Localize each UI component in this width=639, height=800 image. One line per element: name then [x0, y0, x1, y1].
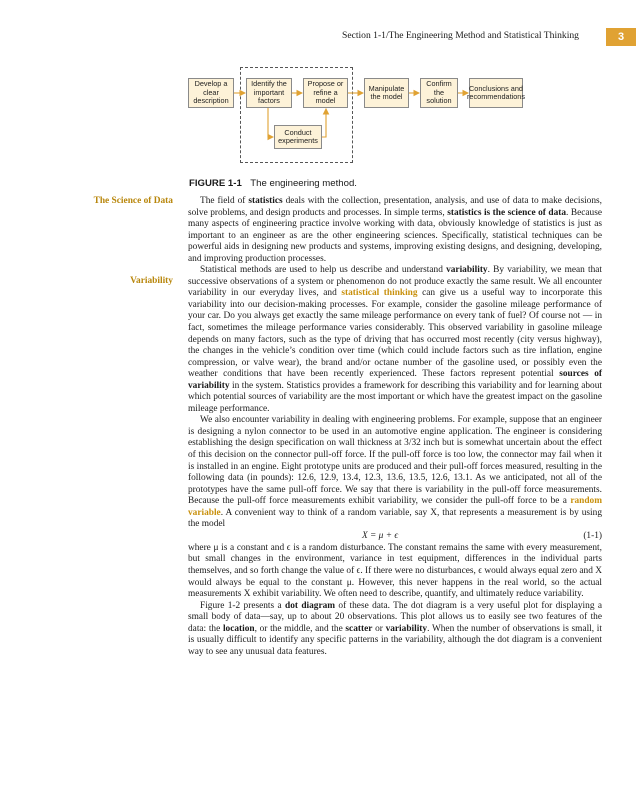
arrow-identify-conduct — [268, 108, 273, 137]
engineering-method-diagram — [0, 0, 639, 175]
running-header: Section 1-1/The Engineering Method and Statistical Thinking — [342, 30, 579, 41]
box-manipulate: Manipulate the model — [364, 78, 409, 108]
body-text — [188, 196, 602, 658]
figure-caption — [189, 178, 357, 189]
page-number: 3 — [606, 28, 636, 46]
box-propose: Propose or refine a model — [303, 78, 348, 108]
term-statistical-thinking: statistical thinking — [341, 288, 418, 299]
box-confirm: Confirm the solution — [420, 78, 458, 108]
paragraph-1: The field of statistics deals with the collection, presentation, analysis, and use of data to make decisions, solve problems, and design products and processes. In simple terms, statistics is the science of data. Because many aspects of engineering practice involve working with data, obviously knowledge of statistics is just as important to an engineer as are the other engineering sciences. Specifically, statistical techniques can be powerful aids in designing new products and systems, improving existing designs, and designing, developing, and improving production processes. — [188, 196, 602, 264]
equation-expression: X = μ + ϵ — [362, 530, 399, 541]
paragraph-4: where μ is a constant and ϵ is a random disturbance. The constant remains the same with every measurement, but small changes in the environment, variance in test equipment, differences in the individual parts themselves, and so forth change the value of ϵ. If there were no disturbances, ϵ would always equal zero and X would always be equal to the constant μ. However, this never happens in the real world, so the actual measurements X exhibit variability. We often need to describe, quantify, and ultimately reduce variability. — [188, 542, 602, 600]
paragraph-3: We also encounter variability in dealing with engineering problems. For example, suppose that an engineer is designing a nylon connector to be used in an automotive engine application. The engineer is considering establishing the design specification on wall thickness at 3/32 inch but is somewhat uncertain about the effect of this decision on the connector pull-off force. If the pull-off force is too low, the connector may fail when it is installed in an engine. Eight prototype units are produced and their pull-off forces measured, resulting in the following data (in pounds): 12.6, 12.9, 13.4, 12.3, 13.6, 13.5, 12.6, 13.1. As we anticipated, not all of the prototypes have the same pull-off force. We say that there is variability in the pull-off force measurements. Because the pull-off force measurements exhibit variability, we consider the pull-off force to be a random variable. A convenient way to think of a random variable, say X, that represents a measurement is by using the model — [188, 415, 602, 530]
figure-label: FIGURE 1-1 — [189, 178, 242, 189]
arrow-conduct-propose — [322, 109, 326, 137]
equation-number: (1-1) — [583, 530, 602, 541]
diagram-arrows — [0, 0, 639, 175]
margin-heading-variability: Variability — [130, 276, 173, 286]
box-conclusions: Conclusions and recommendations — [469, 78, 523, 108]
term-random-variable: random variable — [188, 496, 602, 518]
box-conduct: Conduct experiments — [274, 125, 322, 149]
margin-heading-science-of-data: The Science of Data — [93, 196, 173, 206]
figure-caption-text: The engineering method. — [250, 178, 357, 189]
paragraph-5: Figure 1-2 presents a dot diagram of these data. The dot diagram is a very useful plot for displaying a small body of data—say, up to about 20 observations. This plot allows us to easily see two features of the data: the location, or the middle, and the scatter or variability. When the number of observations is small, it is usually difficult to identify any specific patterns in the variability, although the dot diagram is a convenient way to see any unusual data features. — [188, 600, 602, 657]
box-develop: Develop a clear description — [188, 78, 234, 108]
paragraph-2: Statistical methods are used to help us describe and understand variability. By variability, we mean that successive observations of a system or phenomenon do not produce exactly the same result. We all encounter variability in our everyday lives, and statistical thinking can give us a useful way to incorporate this variability into our decision-making processes. For example, consider the gasoline mileage performance of your car. Do you always get exactly the same mileage performance on every tank of fuel? Of course not — in fact, sometimes the mileage performance varies considerably. This observed variability in gasoline mileage depends on many factors, such as the type of driving that has occurred most recently (city versus highway), the changes in the vehicle’s condition over time (which could include factors such as tire inflation, engine compression, or valve wear), the brand and/or octane number of the gasoline used, or possibly even the weather conditions that have been recently experienced. These factors represent potential sources of variability in the system. Statistics provides a framework for describing this variability and for learning about which potential sources of variability are the most important or which have the greatest impact on the gasoline mileage performance. — [188, 265, 603, 414]
box-identify: Identify the important factors — [246, 78, 292, 108]
equation-1-1 — [188, 531, 602, 543]
